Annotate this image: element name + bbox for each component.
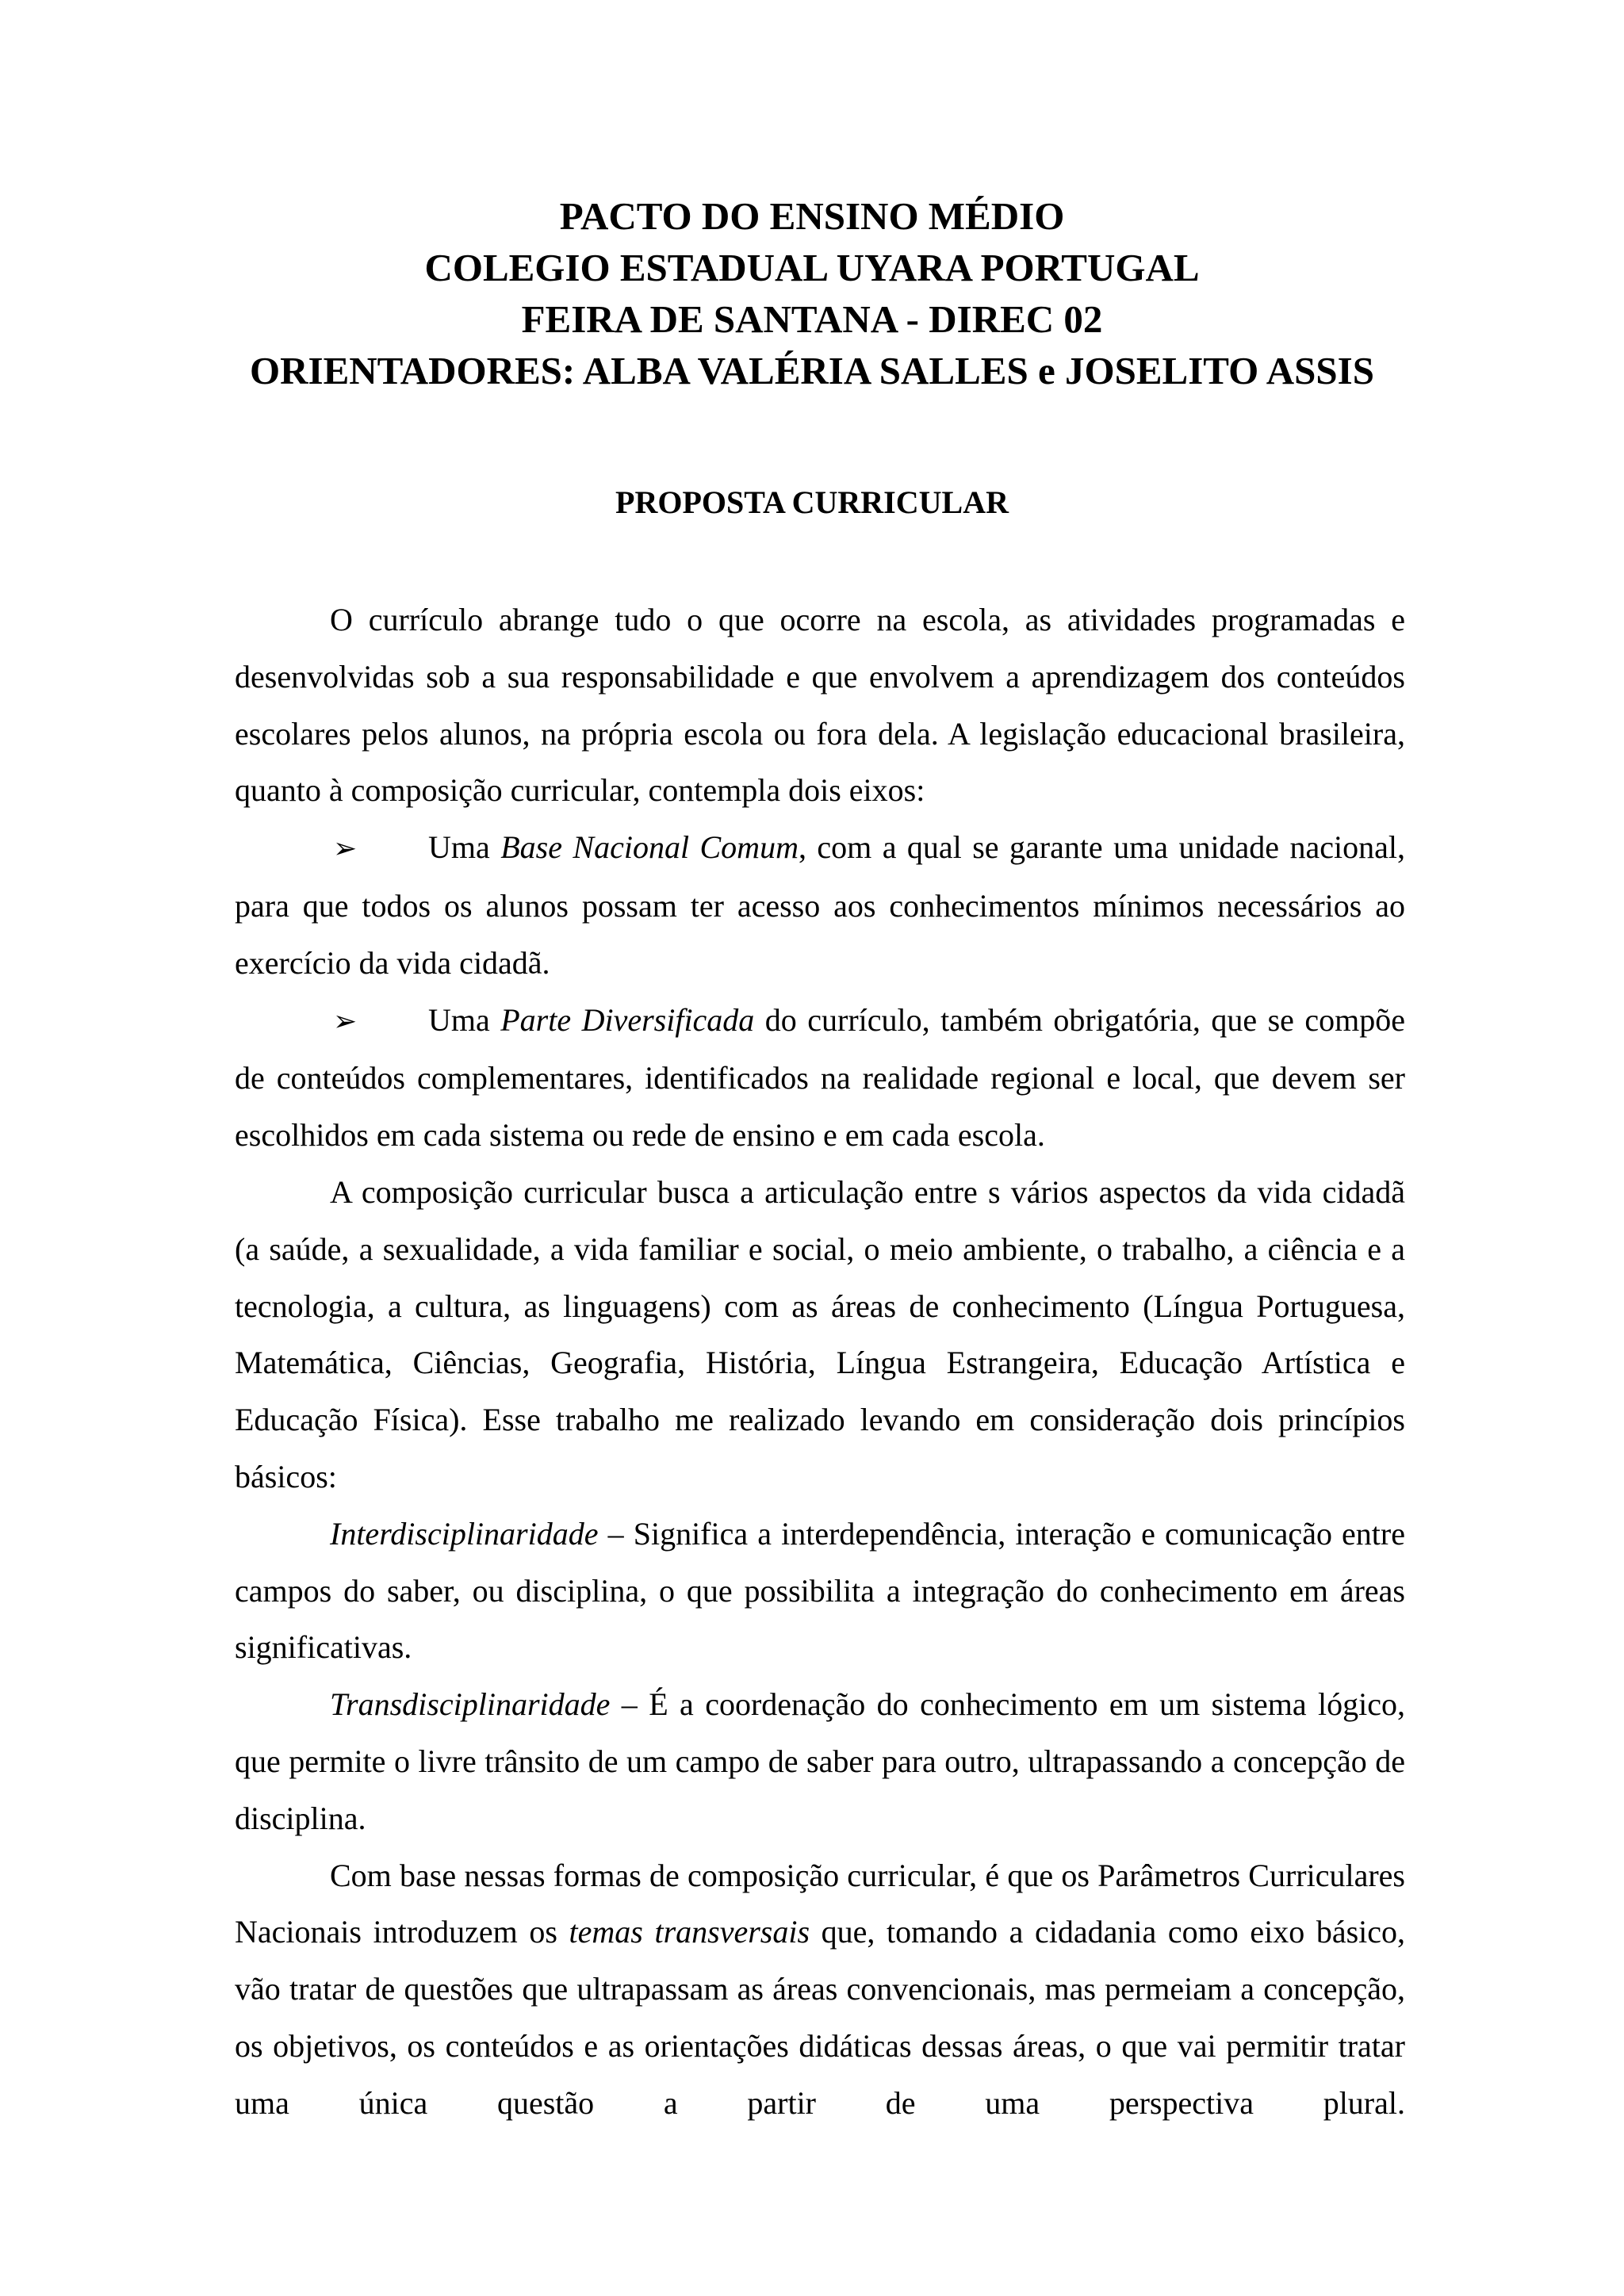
header-line-advisors: ORIENTADORES: ALBA VALÉRIA SALLES e JOSELITO ASSIS [250,349,1374,392]
paragraph-intro: O currículo abrange tudo o que ocorre na escola, as atividades programadas e desenvolvidas sob a sua responsabilidade e que envolvem a aprendizagem dos conteúdos escolares pelos alunos, na própria escola ou fora dela. A legislação educacional brasileira, quanto à composição curricular, contempla dois eixos: [235,602,1405,809]
paragraph-text-pre: Com base nessas formas de composição curricular, é que os Parâmetros Curriculares Nacionais introduzem os [235,1857,1405,1950]
term-temas-transversais: temas transversais [569,1914,810,1950]
definition-interdisciplinaridade: – Significa a interdependência, interação e comunicação entre campos do saber, ou disciplina, o que possibilita a integração do conhecimento em áreas significativas. [235,1515,1405,1666]
term-transdisciplinaridade: Transdisciplinaridade [330,1686,611,1723]
paragraph-composicao: A composição curricular busca a articulação entre s vários aspectos da vida cidadã (a saúde, a sexualidade, a vida familiar e social, o meio ambiente, o trabalho, a ciência e a tecnologia, a cultura, as linguagens) com as áreas de conhecimento (Língua Portuguesa, Matemática, Ciências, Geografia, História, Língua Estrangeira, Educação Artística e Educação Física). Esse trabalho me realizado levando em consideração dois princípios básicos: [235,1173,1405,1494]
paragraph-transdisciplinaridade [235,1676,1405,1846]
arrowhead-bullet-icon: ➢ [333,832,358,866]
term-interdisciplinaridade: Interdisciplinaridade [330,1515,599,1552]
arrowhead-bullet-icon: ➢ [333,1004,358,1038]
bullet-text-post: , com a qual se garante uma unidade nacional, para que todos os alunos possam ter acesso aos conhecimentos mínimos necessários ao exercício da vida cidadã. [235,829,1405,981]
paragraph-interdisciplinaridade [235,1506,1405,1676]
header-line-school: COLEGIO ESTADUAL UYARA PORTUGAL [424,246,1200,289]
document-header [0,190,1624,396]
header-line-city: FEIRA DE SANTANA - DIREC 02 [521,297,1103,341]
header-line-program: PACTO DO ENSINO MÉDIO [559,194,1065,238]
bullet-text-emphasis: Base Nacional Comum [500,829,799,866]
document-body [235,591,1405,2132]
definition-transdisciplinaridade: – É a coordenação do conhecimento em um sistema lógico, que permite o livre trânsito de um campo de saber para outro, ultrapassando a concepção de disciplina. [235,1686,1405,1836]
bullet-text-post: do currículo, também obrigatória, que se compõe de conteúdos complementares, identificados na realidade regional e local, que devem ser escolhidos em cada sistema ou rede de ensino e em cada escola. [235,1001,1405,1154]
bullet-item-base-nacional [235,819,1405,991]
paragraph-text-post: que, tomando a cidadania como eixo básico, vão tratar de questões que ultrapassam as áreas convencionais, mas permeiam a concepção, os objetivos, os conteúdos e as orientações didáticas dessas áreas, o que vai permitir tratar uma única questão a partir de uma perspectiva plural. [235,1914,1406,2121]
bullet-text-pre: Uma [428,1001,501,1038]
paragraph-temas-transversais [235,1847,1405,2132]
bullet-item-parte-diversificada [235,992,1405,1164]
bullet-text-emphasis: Parte Diversificada [500,1001,755,1038]
section-title: PROPOSTA CURRICULAR [615,484,1009,520]
bullet-text-pre: Uma [428,829,501,866]
